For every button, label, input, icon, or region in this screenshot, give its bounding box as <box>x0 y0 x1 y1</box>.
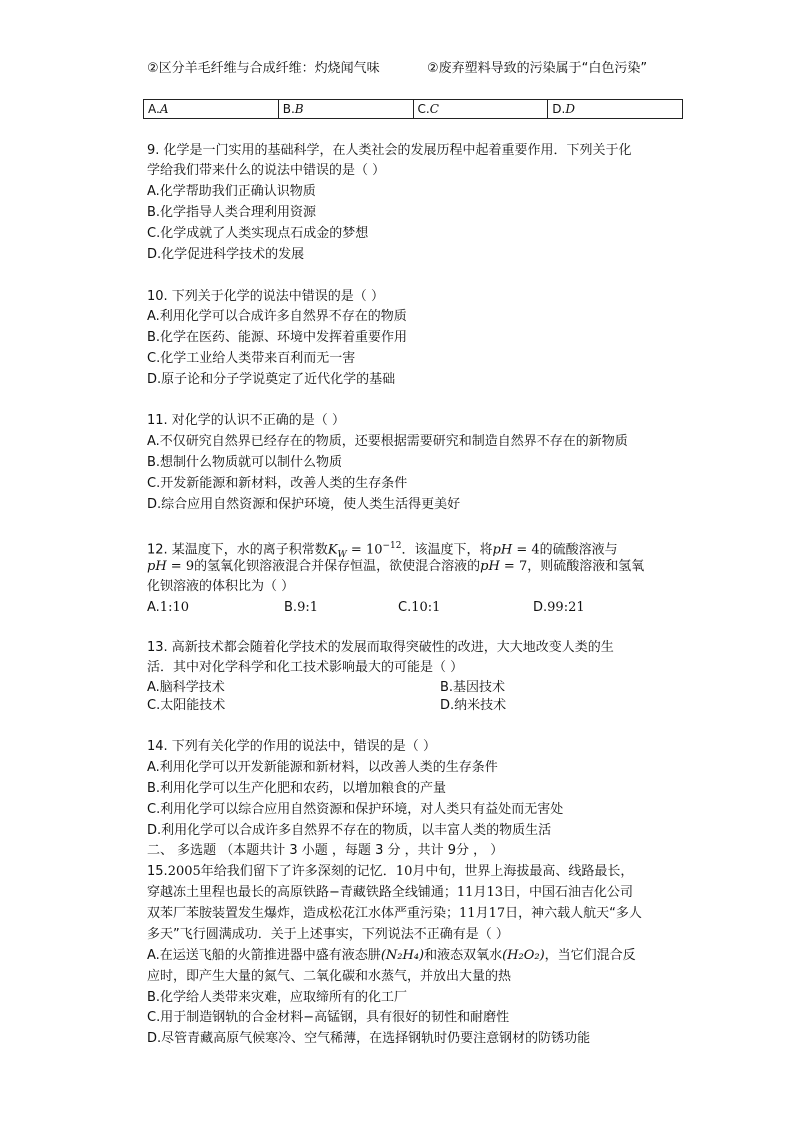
q15-stem-line1: 15.2005年给我们留下了许多深刻的记忆．10月中旬，世界上海拔最高、线路最长， <box>147 864 634 879</box>
q12-option-d[interactable]: D.99:21 <box>533 600 585 615</box>
q10-option-a[interactable]: A.利用化学可以合成许多自然界不存在的物质 <box>147 309 407 324</box>
option-cell-c[interactable]: C.C <box>413 100 548 119</box>
option-cell-b[interactable]: B.B <box>278 100 413 119</box>
q13-stem-line1: 13. 高新技术都会随着化学技术的发展而取得突破性的改进，大大地改变人类的生 <box>147 640 614 655</box>
q15-stem-line4: 多天”飞行圆满成功．关于上述事实，下列说法不正确有是（ ） <box>147 927 509 942</box>
q11-option-a[interactable]: A.不仅研究自然界已经存在的物质，还要根据需要研究和制造自然界不存在的新物质 <box>147 434 628 449</box>
q9-option-d[interactable]: D.化学促进科学技术的发展 <box>147 247 305 262</box>
q11-stem: 11. 对化学的认识不正确的是（ ） <box>147 413 345 428</box>
q9-option-a[interactable]: A.化学帮助我们正确认识物质 <box>147 184 316 199</box>
q15-option-b[interactable]: B.化学给人类带来灾难，应取缔所有的化工厂 <box>147 990 408 1005</box>
q13-option-a[interactable]: A.脑科学技术 <box>147 680 225 695</box>
q15-stem-line3: 双苯厂苯胺装置发生爆炸，造成松花江水体严重污染；11月17日，神六载人航天“多人 <box>147 906 642 921</box>
q13-option-c[interactable]: C.太阳能技术 <box>147 698 226 713</box>
q9-option-b[interactable]: B.化学指导人类合理利用资源 <box>147 205 317 220</box>
q12-stem-line3: 化钡溶液的体积比为（ ） <box>147 579 295 594</box>
q13-option-d[interactable]: D.纳米技术 <box>440 698 507 713</box>
q10-option-c[interactable]: C.化学工业给人类带来百利而无一害 <box>147 351 356 366</box>
option-cell-a[interactable]: A.A <box>144 100 279 119</box>
q11-option-d[interactable]: D.综合应用自然资源和保护环境，使人类生活得更美好 <box>147 497 461 512</box>
q15-option-a[interactable]: A.在运送飞船的火箭推进器中盛有液态肼(N₂H₄)和液态双氧水(H₂O₂)，当它们混合反 <box>147 948 636 963</box>
q10-option-d[interactable]: D.原子论和分子学说奠定了近代化学的基础 <box>147 372 396 387</box>
option-table <box>143 99 683 119</box>
q12-stem-line1: 12. 某温度下，水的离子积常数$K_W = 10^{-12}$．该温度下，将pH = 4的硫酸溶液与 <box>147 541 618 560</box>
q15-stem-line2: 穿越冻土里程也最长的高原铁路−青藏铁路全线铺通；11月13日，中国石油吉化公司 <box>147 885 634 900</box>
q10-stem: 10. 下列关于化学的说法中错误的是（ ） <box>147 289 384 304</box>
q15-option-a-line2: 应时，即产生大量的氮气、二氧化碳和水蒸气，并放出大量的热 <box>147 969 512 984</box>
q14-stem: 14. 下列有关化学的作用的说法中，错误的是（ ） <box>147 739 436 754</box>
q9-stem-line1: 9. 化学是一门实用的基础科学，在人类社会的发展历程中起着重要作用．下列关于化 <box>147 143 632 158</box>
q12-option-c[interactable]: C.10:1 <box>398 600 441 615</box>
q9-stem-line2: 学给我们带来什么的说法中错误的是（ ） <box>147 163 386 178</box>
q14-option-c[interactable]: C.利用化学可以综合应用自然资源和保护环境，对人类只有益处而无害处 <box>147 802 564 817</box>
q13-option-b[interactable]: B.基因技术 <box>440 680 506 695</box>
q15-option-c[interactable]: C.用于制造钢轨的合金材料−高锰钢，具有很好的韧性和耐磨性 <box>147 1010 510 1025</box>
q14-option-a[interactable]: A.利用化学可以开发新能源和新材料，以改善人类的生存条件 <box>147 760 498 775</box>
q15-option-d[interactable]: D.尽管青藏高原气候寒冷、空气稀薄，在选择钢轨时仍要注意钢材的防锈功能 <box>147 1031 591 1046</box>
q13-stem-line2: 活．其中对化学科学和化工技术影响最大的可能是（ ） <box>147 660 464 675</box>
statement-left: ②区分羊毛纤维与合成纤维：灼烧闻气味 <box>147 61 380 76</box>
q14-option-d[interactable]: D.利用化学可以合成许多自然界不存在的物质，以丰富人类的物质生活 <box>147 823 552 838</box>
option-cell-d[interactable]: D.D <box>548 100 683 119</box>
q12-stem-line2: pH = 9的氢氧化钡溶液混合并保存恒温，欲使混合溶液的pH = 7，则硫酸溶液和氢氧 <box>147 559 645 574</box>
q14-option-b[interactable]: B.利用化学可以生产化肥和农药，以增加粮食的产量 <box>147 781 447 796</box>
q11-option-c[interactable]: C.开发新能源和新材料，改善人类的生存条件 <box>147 476 408 491</box>
q11-option-b[interactable]: B.想制什么物质就可以制什么物质 <box>147 455 343 470</box>
q10-option-b[interactable]: B.化学在医药、能源、环境中发挥着重要作用 <box>147 330 408 345</box>
q9-option-c[interactable]: C.化学成就了人类实现点石成金的梦想 <box>147 226 369 241</box>
q12-option-a[interactable]: A.1:10 <box>147 600 189 615</box>
q12-option-b[interactable]: B.9:1 <box>284 600 318 615</box>
statement-right: ②废弃塑料导致的污染属于“白色污染” <box>427 61 648 76</box>
section-heading: 二、 多选题 （本题共计 3 小题 ，每题 3 分 ，共计 9分 ， ） <box>147 843 504 858</box>
